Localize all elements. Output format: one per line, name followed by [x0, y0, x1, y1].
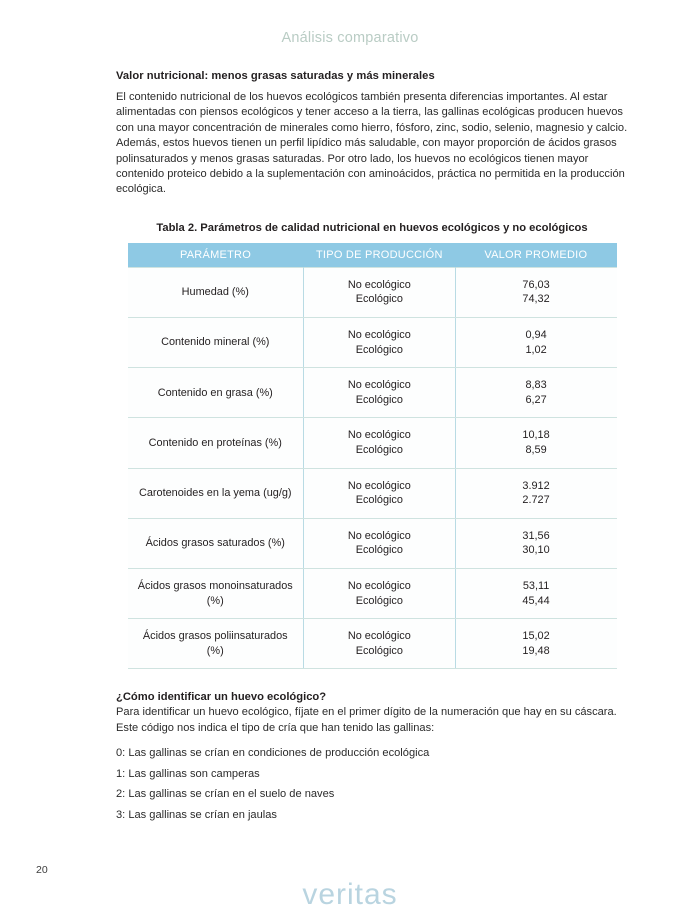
cell-value: [455, 267, 616, 317]
table-row: [128, 518, 617, 568]
cell-type: [304, 418, 456, 468]
page-number: 20: [36, 864, 48, 876]
cell-value: [455, 468, 616, 518]
type-eco: Ecológico: [355, 444, 403, 456]
value-eco: 1,02: [525, 343, 547, 356]
value-non-eco: 8,83: [525, 379, 547, 392]
type-eco: Ecológico: [355, 343, 403, 356]
cell-parameter: Ácidos grasos saturados (%): [128, 518, 304, 568]
type-eco: Ecológico: [355, 393, 403, 406]
type-non-eco: No ecológico: [347, 429, 411, 442]
section-paragraph: El contenido nutricional de los huevos ecológicos también presenta diferencias importantes. Al estar alimentadas con piensos ecológicos y tener acceso a la tierra, las gallinas ecológicas producen huevos con una mayor concentración de minerales como hierro, fósforo, zinc, sodio, selenio, magnesio y calcio. Además, estos huevos tienen un perfil lipídico más saludable, con mayor proporción de ácidos grasos polinsaturados y menos grasas saturadas. Por otro lado, los huevos no ecológicos tienen mayor contenido proteico debido a la suplementación con aminoácidos, práctica no permitida en la producción ecológica.: [116, 91, 628, 196]
table-header-row: [128, 243, 617, 268]
value-non-eco: 0,94: [525, 329, 547, 342]
table-caption: Tabla 2. Parámetros de calidad nutricional en huevos ecológicos y no ecológicos: [156, 221, 588, 234]
value-eco: 74,32: [522, 293, 550, 306]
value-eco: 8,59: [525, 444, 547, 456]
cell-parameter: Contenido en proteínas (%): [128, 418, 304, 468]
type-non-eco: No ecológico: [347, 379, 411, 392]
value-non-eco: 15,02: [522, 630, 550, 643]
type-non-eco: No ecológico: [347, 278, 411, 291]
value-eco: 45,44: [522, 594, 550, 607]
value-non-eco: 10,18: [522, 429, 550, 442]
cell-parameter: Contenido en grasa (%): [128, 368, 304, 418]
cell-value: [455, 418, 616, 468]
table-header: [128, 243, 617, 268]
cell-value: [455, 318, 616, 368]
cell-parameter: Ácidos grasos monoinsaturados (%): [128, 568, 304, 618]
list-item: 2: Las gallinas se crían en el suelo de naves: [116, 788, 335, 801]
running-head: Análisis comparativo: [281, 30, 419, 46]
cell-value: [455, 568, 616, 618]
cell-value: [455, 368, 616, 418]
table-row: [128, 267, 617, 317]
value-eco: 30,10: [522, 544, 550, 557]
type-non-eco: No ecológico: [347, 579, 411, 592]
table-row: [128, 418, 617, 468]
veritas-logo: veritas: [302, 878, 398, 911]
cell-type: [304, 468, 456, 518]
cell-parameter: Humedad (%): [128, 267, 304, 317]
identify-paragraph: Para identificar un huevo ecológico, fíjate en el primer dígito de la numeración que hay en su cáscara. Este código nos indica el tipo de cría que han tenido las gallinas:: [116, 706, 617, 734]
cell-parameter: Contenido mineral (%): [128, 318, 304, 368]
table-row: [128, 468, 617, 518]
type-eco: Ecológico: [355, 494, 403, 507]
list-item: 0: Las gallinas se crían en condiciones de producción ecológica: [116, 747, 430, 760]
type-eco: Ecológico: [355, 594, 403, 607]
identify-heading: ¿Cómo identificar un huevo ecológico?: [116, 691, 327, 704]
cell-type: [304, 518, 456, 568]
content-column: [116, 70, 628, 825]
identify-section: [116, 691, 628, 825]
column-header-parametro: PARÁMETRO: [128, 243, 304, 268]
type-eco: Ecológico: [355, 293, 403, 306]
table-row: [128, 368, 617, 418]
cell-type: [304, 318, 456, 368]
value-eco: 6,27: [525, 393, 547, 406]
cell-value: [455, 619, 616, 669]
type-non-eco: No ecológico: [347, 329, 411, 342]
value-non-eco: 53,11: [522, 579, 550, 592]
type-non-eco: No ecológico: [347, 479, 411, 492]
type-non-eco: No ecológico: [347, 529, 411, 542]
column-header-valor-promedio: VALOR PROMEDIO: [455, 243, 616, 268]
cell-type: [304, 267, 456, 317]
list-item: 3: Las gallinas se crían en jaulas: [116, 808, 277, 821]
table-body: [128, 267, 617, 669]
value-non-eco: 31,56: [522, 529, 550, 542]
type-eco: Ecológico: [355, 544, 403, 557]
table-row: [128, 318, 617, 368]
table-row: [128, 619, 617, 669]
section-heading: Valor nutricional: menos grasas saturadas y más minerales: [116, 70, 435, 82]
cell-parameter: Carotenoides en la yema (ug/g): [128, 468, 304, 518]
cell-type: [304, 368, 456, 418]
cell-type: [304, 568, 456, 618]
cell-value: [455, 518, 616, 568]
egg-code-list: [116, 743, 628, 825]
cell-type: [304, 619, 456, 669]
column-header-tipo-produccion: TIPO DE PRODUCCIÓN: [304, 243, 456, 268]
nutritional-quality-table: [128, 243, 617, 670]
cell-parameter: Ácidos grasos poliinsaturados (%): [128, 619, 304, 669]
list-item: 1: Las gallinas son camperas: [116, 767, 260, 780]
value-eco: 2.727: [522, 494, 550, 507]
value-non-eco: 76,03: [522, 278, 550, 291]
value-eco: 19,48: [522, 644, 550, 657]
type-non-eco: No ecológico: [347, 630, 411, 643]
value-non-eco: 3.912: [522, 479, 550, 492]
table-row: [128, 568, 617, 618]
type-eco: Ecológico: [355, 644, 403, 657]
